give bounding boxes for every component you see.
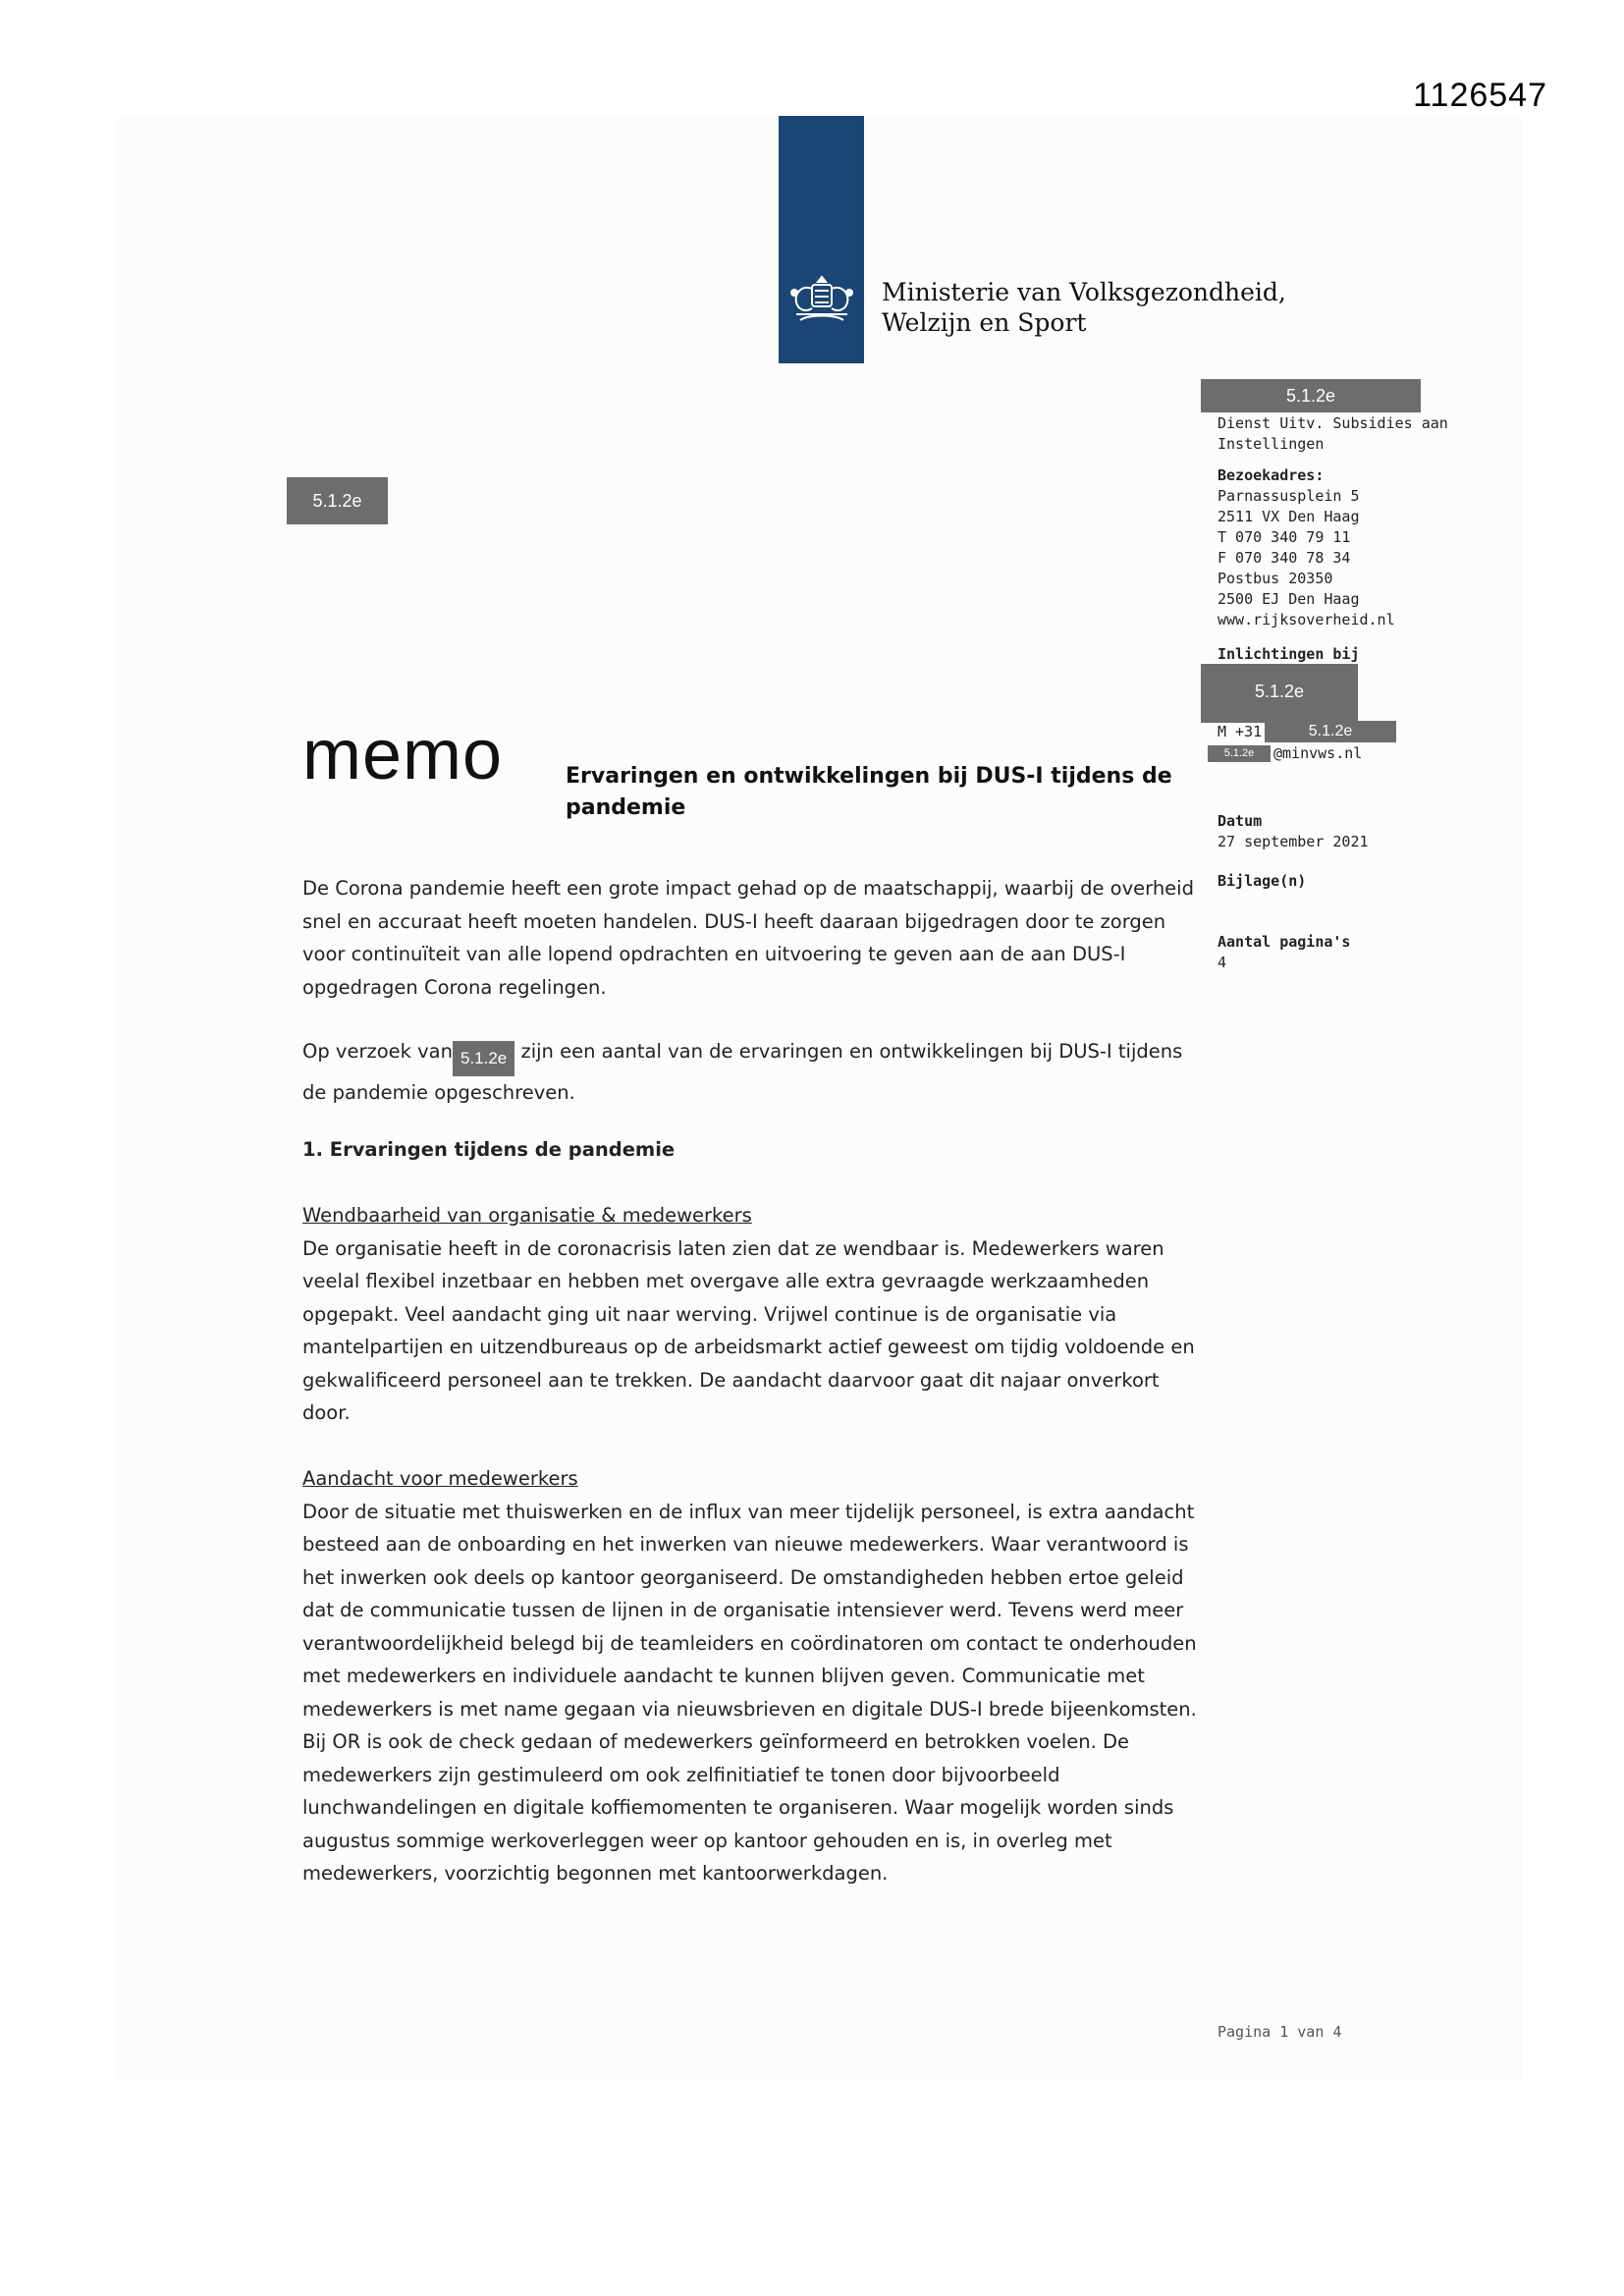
- date-label: Datum: [1218, 812, 1263, 830]
- sidebar-department: [1218, 413, 1448, 455]
- intro-text: De Corona pandemie heeft een grote impact gehad op de maatschappij, waarbij de overheid snel en accuraat heeft moeten handelen. DUS-I heeft daaraan bijgedragen door te zorgen voor continuïteit van alle lopend opdrachten en uitvoering te geven aan de aan DUS-I opgedragen Corona regelingen.: [302, 877, 1194, 999]
- ministry-name-line1: Ministerie van Volksgezondheid,: [882, 278, 1286, 306]
- sidebar-date: [1218, 811, 1369, 852]
- subsection-heading: Wendbaarheid van organisatie & medewerkers: [302, 1204, 752, 1227]
- subsection-attention: [302, 1462, 1206, 1890]
- mobile-prefix: M +31: [1218, 723, 1263, 740]
- redaction-contact-name: 5.1.2e: [1201, 664, 1358, 723]
- redaction-department: 5.1.2e: [1201, 379, 1421, 412]
- address-line: T 070 340 79 11: [1218, 528, 1351, 546]
- ministry-name-line2: Welzijn en Sport: [882, 308, 1087, 337]
- coat-of-arms-icon: [783, 271, 861, 330]
- address-line: Parnassusplein 5: [1218, 487, 1360, 505]
- sidebar-mobile: [1218, 721, 1262, 742]
- memo-subject: Ervaringen en ontwikkelingen bij DUS-I tijdens de pandemie: [566, 764, 1172, 820]
- redaction-requester: 5.1.2e: [453, 1041, 514, 1076]
- document-number: 1126547: [1413, 77, 1547, 114]
- sidebar-attachments: [1218, 871, 1306, 892]
- subsection-agility: [302, 1199, 1206, 1430]
- department-line1: Dienst Uitv. Subsidies aan: [1218, 414, 1448, 432]
- memo-title: memo: [302, 716, 504, 794]
- subsection-text: Door de situatie met thuiswerken en de influx van meer tijdelijk personeel, is extra aandacht besteed aan de onboarding en het inwerken van nieuwe medewerkers. Waar verantwoord is het inwerken ook deels op kantoor georganiseerd. De omstandigheden hebben ertoe geleid dat de communicatie tussen de lijnen in de organisatie intensiever werd. Tevens werd meer verantwoordelijkheid belegd bij de teamleiders en coördinatoren om contact te onderhouden met medewerkers en individuele aandacht te kunnen blijven geven. Communicatie met medewerkers is met name gegaan via nieuwsbrieven en digitale DUS-I brede bijeenkomsten. Bij OR is ook de check gedaan of medewerkers geïnformeerd en betrokken voelen. De medewerkers zijn gestimuleerd om ook zelfinitiatief te tonen door bijvoorbeeld lunchwandelingen en digitale koffiemomenten te organiseren. Waar mogelijk worden sinds augustus sommige werkoverleggen weer op kantoor gehouden en is, in overleg met medewerkers, voorzichtig begonnen met kantoorwerkdagen.: [302, 1500, 1197, 1885]
- request-text-before: Op verzoek van: [302, 1040, 453, 1063]
- address-line: www.rijksoverheid.nl: [1218, 611, 1395, 629]
- pages-value: 4: [1218, 954, 1227, 971]
- page-footer: Pagina 1 van 4: [1218, 2023, 1342, 2041]
- email-domain: @minvws.nl: [1273, 744, 1363, 762]
- sidebar-email: [1273, 743, 1362, 763]
- request-paragraph: [302, 1035, 1206, 1110]
- department-line2: Instellingen: [1218, 435, 1325, 453]
- sidebar-visit-address: [1218, 465, 1395, 630]
- redaction-phone: 5.1.2e: [1265, 721, 1396, 742]
- intro-paragraph: [302, 872, 1206, 1004]
- info-label: Inlichtingen bij: [1218, 645, 1360, 663]
- address-line: 2500 EJ Den Haag: [1218, 590, 1360, 608]
- ministry-name: [882, 277, 1286, 338]
- address-line: Postbus 20350: [1218, 570, 1333, 587]
- address-line: 2511 VX Den Haag: [1218, 508, 1360, 525]
- visit-address-label: Bezoekadres:: [1218, 466, 1325, 484]
- attachments-label: Bijlage(n): [1218, 872, 1307, 890]
- sidebar-pages: [1218, 932, 1350, 973]
- pages-label: Aantal pagina's: [1218, 933, 1351, 951]
- sidebar-info-label-block: [1218, 644, 1360, 665]
- subsection-heading: Aandacht voor medewerkers: [302, 1467, 578, 1490]
- government-logo: [779, 116, 864, 363]
- section-heading: 1. Ervaringen tijdens de pandemie: [302, 1138, 676, 1161]
- request-text-after: zijn een aantal van de ervaringen en ontwikkelingen bij DUS-I tijdens de pandemie opgeschreven.: [302, 1040, 1183, 1104]
- redaction-email-user: 5.1.2e: [1208, 745, 1271, 762]
- redaction-addressee: 5.1.2e: [287, 477, 388, 524]
- address-line: F 070 340 78 34: [1218, 549, 1351, 567]
- subsection-text: De organisatie heeft in de coronacrisis laten zien dat ze wendbaar is. Medewerkers waren veelal flexibel inzetbaar en hebben met overgave alle extra gevraagde werkzaamheden opgepakt. Veel aandacht ging uit naar werving. Vrijwel continue is de organisatie via mantelpartijen en uitzendbureaus op de arbeidsmarkt actief geweest om tijdig voldoende en gekwalificeerd personeel aan te trekken. De aandacht daarvoor gaat dit najaar onverkort door.: [302, 1236, 1195, 1424]
- date-value: 27 september 2021: [1218, 833, 1369, 850]
